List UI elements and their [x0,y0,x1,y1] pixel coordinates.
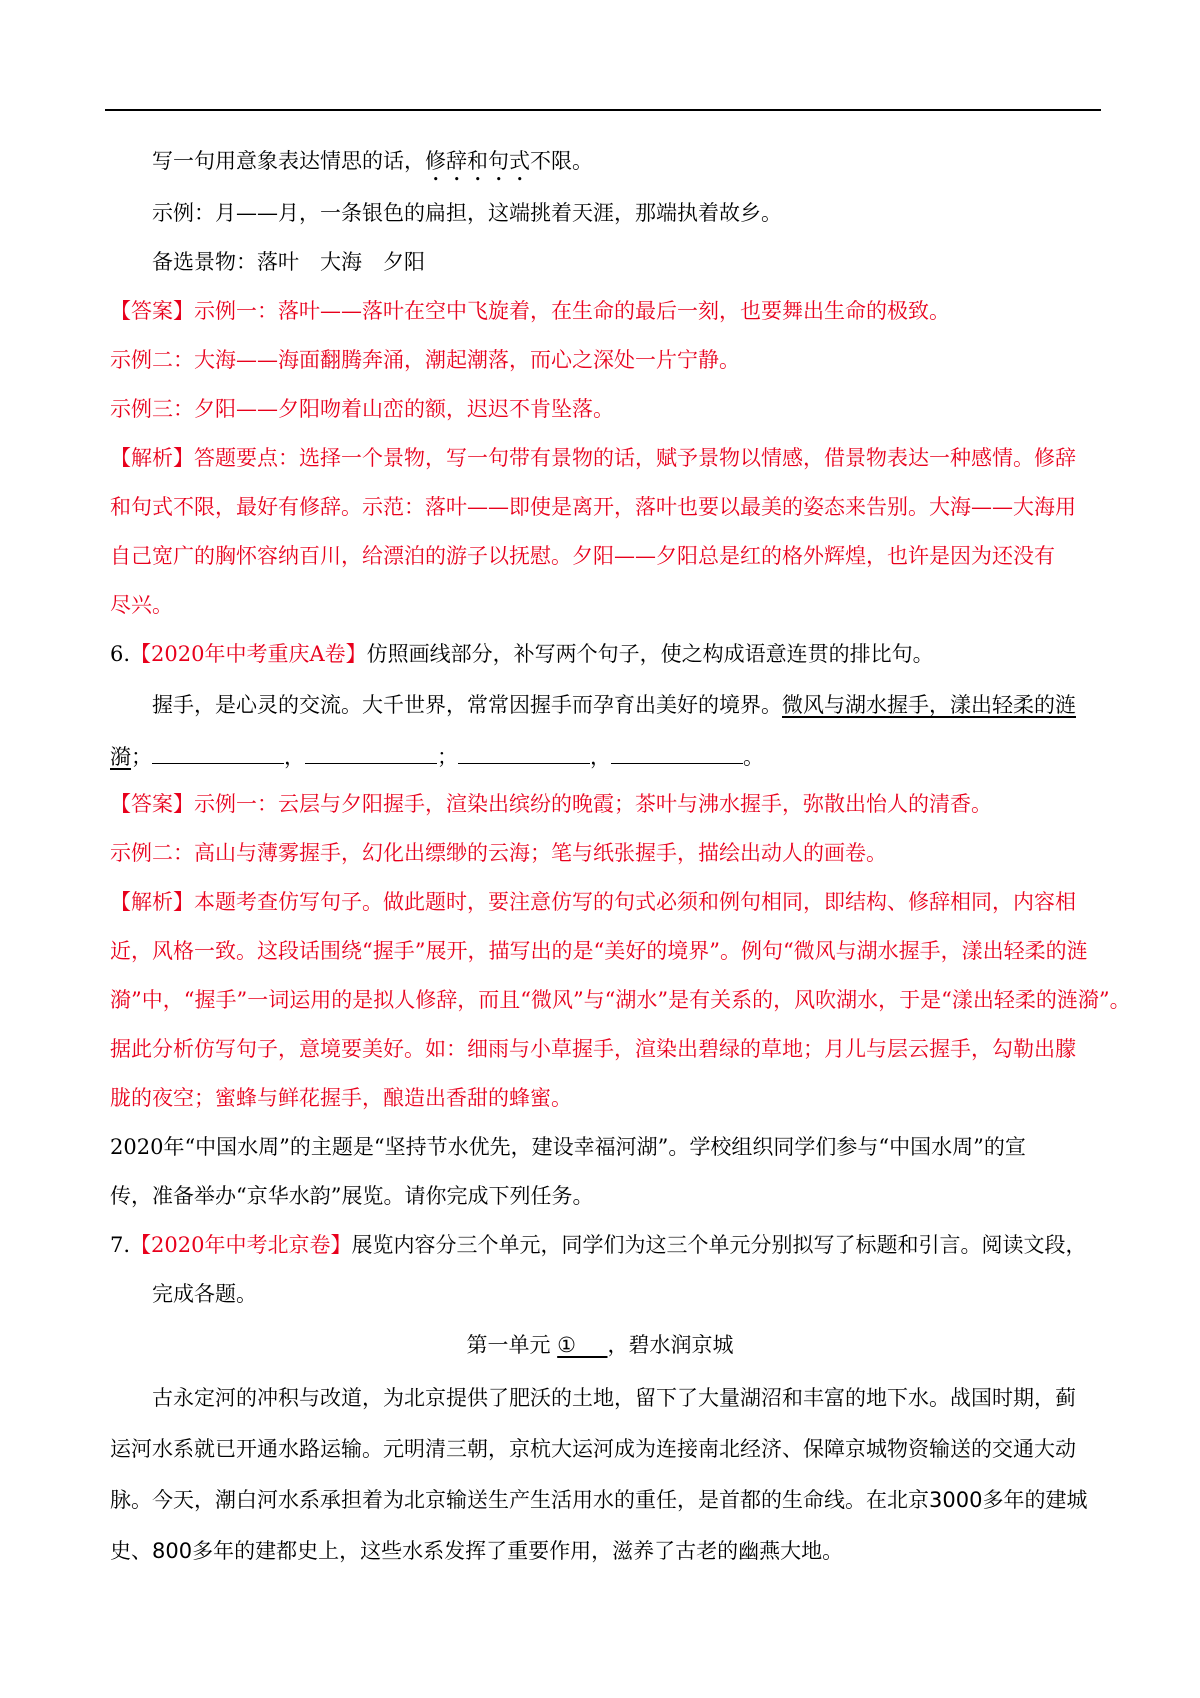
analysis-line: 和句式不限，最好有修辞。示范：落叶——即使是离开，落叶也要以最美的姿态来告别。大海——大海用 [110,495,1076,519]
punct: ， [284,745,305,769]
fill-blank[interactable] [305,741,437,764]
answer-line: 【答案】示例一：落叶——落叶在空中飞旋着，在生命的最后一刻，也要舞出生命的极致。 [110,299,950,323]
passage-line: 运河水系就已开通水路运输。元明清三朝，京杭大运河成为连接南北经济、保障京城物资输送的交通大动 [110,1437,1076,1461]
punct: ， [590,745,611,769]
question-source: 【2020年中考北京卷】 [130,1233,352,1257]
punct: ； [437,745,458,769]
fill-blank[interactable] [152,741,284,764]
unit-title-text-end: ，碧水润京城 [607,1333,734,1357]
question-number: 6. [110,642,131,666]
fill-blank[interactable] [611,741,743,764]
intro-line: 2020年“中国水周”的主题是“坚持节水优先，建设幸福河湖”。学校组织同学们参与“中国水周”的宣 [110,1135,1026,1159]
question-source: 【2020年中考重庆A卷】 [130,642,367,666]
analysis-line: 尽兴。 [110,593,173,617]
fill-blank[interactable] [458,741,590,764]
underlined-sentence: 微风与湖水握手，漾出轻柔的涟 [782,693,1076,717]
passage-line: 史、800多年的建都史上，这些水系发挥了重要作用，滋养了古老的幽燕大地。 [110,1539,844,1563]
analysis-line: 据此分析仿写句子，意境要美好。如：细雨与小草握手，渲染出碧绿的草地；月儿与层云握手，勾勒出朦 [110,1037,1076,1061]
passage-line: 古永定河的冲积与改道，为北京提供了肥沃的土地，留下了大量湖沼和丰富的地下水。战国时期，蓟 [152,1386,1076,1410]
underlined-sentence-end: 漪 [110,745,131,769]
q6-passage [152,690,1076,720]
blank-label: ① [557,1333,576,1357]
question-7 [110,1230,1087,1260]
unit-title [0,1330,1200,1360]
question-number: 7. [110,1233,131,1257]
analysis-line: 胧的夜空；蜜蜂与鲜花握手，酿造出香甜的蜂蜜。 [110,1086,572,1110]
unit-title-blank[interactable] [557,1333,607,1357]
intro-line: 传，准备举办“京华水韵”展览。请你完成下列任务。 [110,1184,594,1208]
prompt-text-end: 不限。 [530,149,593,173]
question-text: 仿照画线部分，补写两个句子，使之构成语意连贯的排比句。 [366,642,934,666]
answer-line: 示例三：夕阳——夕阳吻着山峦的额，迟迟不肯坠落。 [110,397,614,421]
analysis-line: 【解析】本题考查仿写句子。做此题时，要注意仿写的句式必须和例句相同，即结构、修辞相同，内容相 [110,890,1076,914]
prompt-text: 写一句用意象表达情思的话， [152,149,425,173]
analysis-line: 【解析】答题要点：选择一个景物，写一句带有景物的话，赋予景物以情感，借景物表达一种感情。修辞 [110,446,1076,470]
task-prompt [152,146,593,186]
punct: 。 [743,745,764,769]
analysis-line: 自己宽广的胸怀容纳百川，给漂泊的游子以抚慰。夕阳——夕阳总是红的格外辉煌，也许是因为还没有 [110,544,1055,568]
prompt-emphasis: 修辞和句式 [425,149,530,173]
task-options: 备选景物：落叶 大海 夕阳 [152,250,425,274]
answer-line: 示例二：大海——海面翻腾奔涌，潮起潮落，而心之深处一片宁静。 [110,348,740,372]
task-example: 示例：月——月，一条银色的扁担，这端挑着天涯，那端执着故乡。 [152,201,782,225]
punct: ； [131,745,152,769]
analysis-line: 近，风格一致。这段话围绕“握手”展开，描写出的是“美好的境界”。例句“微风与湖水握手，漾出轻柔的涟 [110,939,1088,963]
header-rule [105,109,1101,111]
q6-blanks [110,741,764,772]
answer-line: 【答案】示例一：云层与夕阳握手，渲染出缤纷的晚霞；茶叶与沸水握手，弥散出怡人的清香。 [110,792,992,816]
question-7-cont: 完成各题。 [152,1282,257,1306]
passage-line: 脉。今天，潮白河水系承担着为北京输送生产生活用水的重任，是首都的生命线。在北京3000多年的建城 [110,1488,1088,1512]
unit-title-text: 第一单元 [466,1333,558,1357]
analysis-line: 漪”中，“握手”一词运用的是拟人修辞，而且“微风”与“湖水”是有关系的，风吹湖水，于是“漾出轻柔的涟漪”。 [110,988,1131,1012]
question-6 [110,639,934,669]
answer-line: 示例二：高山与薄雾握手，幻化出缥缈的云海；笔与纸张握手，描绘出动人的画卷。 [110,841,887,865]
passage-text: 握手，是心灵的交流。大千世界，常常因握手而孕育出美好的境界。 [152,693,782,717]
question-text: 展览内容分三个单元，同学们为这三个单元分别拟写了标题和引言。阅读文段， [351,1233,1087,1257]
